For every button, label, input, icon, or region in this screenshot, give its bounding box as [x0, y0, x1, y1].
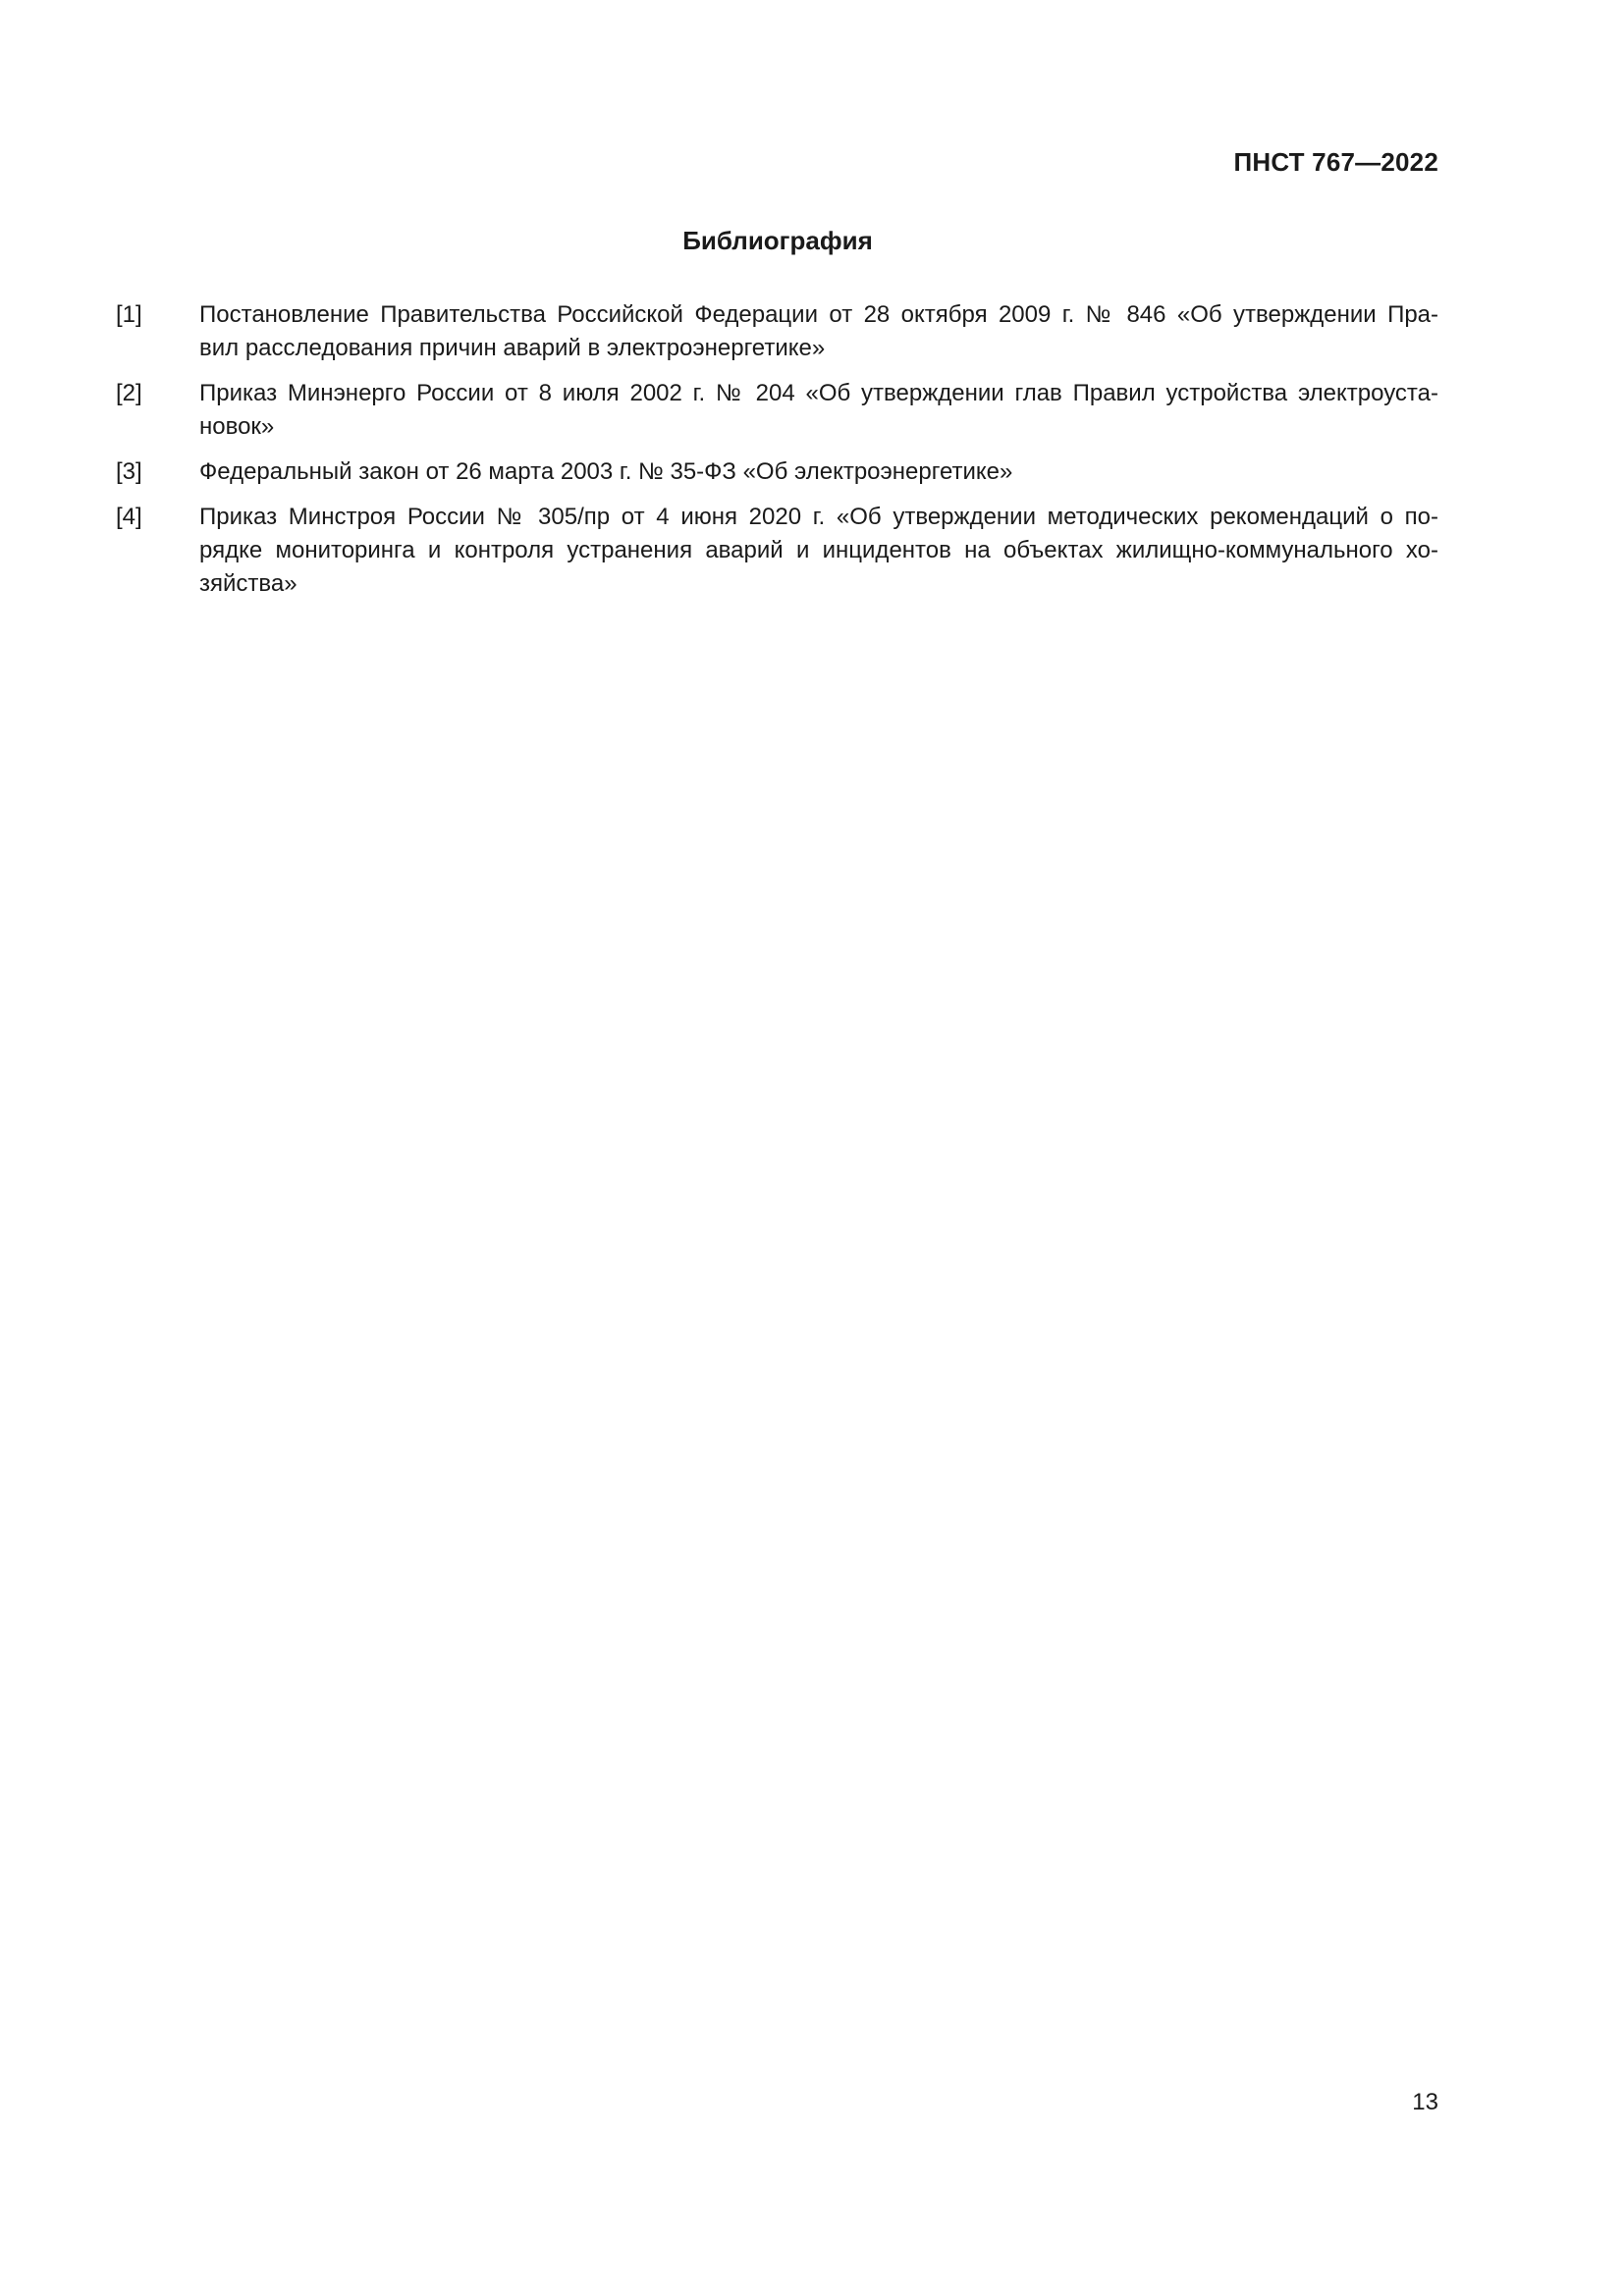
bibliography-line: новок» — [199, 413, 275, 440]
bibliography-list — [116, 298, 1438, 613]
section-title: Библиография — [682, 226, 873, 255]
document-number: ПНСТ 767—2022 — [1233, 147, 1438, 177]
bibliography-text — [199, 501, 1438, 601]
bibliography-marker: [1] — [116, 301, 142, 328]
bibliography-line: Постановление Правительства Российской Федерации от 28 октября 2009 г. № 846 «Об утверждении Пра- — [199, 301, 1438, 328]
bibliography-text — [199, 455, 1438, 489]
bibliography-item — [116, 298, 1438, 365]
bibliography-item — [116, 455, 1438, 489]
bibliography-line: Приказ Минстроя России № 305/пр от 4 июня 2020 г. «Об утверждении методических рекомендаций о по- — [199, 504, 1438, 530]
bibliography-marker: [4] — [116, 504, 142, 530]
bibliography-line: рядке мониторинга и контроля устранения аварий и инцидентов на объектах жилищно-коммунального хо- — [199, 537, 1438, 563]
bibliography-line: Приказ Минэнерго России от 8 июля 2002 г. № 204 «Об утверждении глав Правил устройства электроуста- — [199, 380, 1438, 406]
bibliography-text — [199, 377, 1438, 444]
bibliography-marker: [3] — [116, 458, 142, 485]
bibliography-line: зяйства» — [199, 570, 298, 597]
page-number: 13 — [1412, 2089, 1438, 2115]
bibliography-item — [116, 377, 1438, 444]
bibliography-line: вил расследования причин аварий в электроэнергетике» — [199, 335, 826, 361]
bibliography-line: Федеральный закон от 26 марта 2003 г. № 35-ФЗ «Об электроэнергетике» — [199, 458, 1013, 485]
bibliography-marker: [2] — [116, 380, 142, 406]
bibliography-item — [116, 501, 1438, 601]
bibliography-text — [199, 298, 1438, 365]
